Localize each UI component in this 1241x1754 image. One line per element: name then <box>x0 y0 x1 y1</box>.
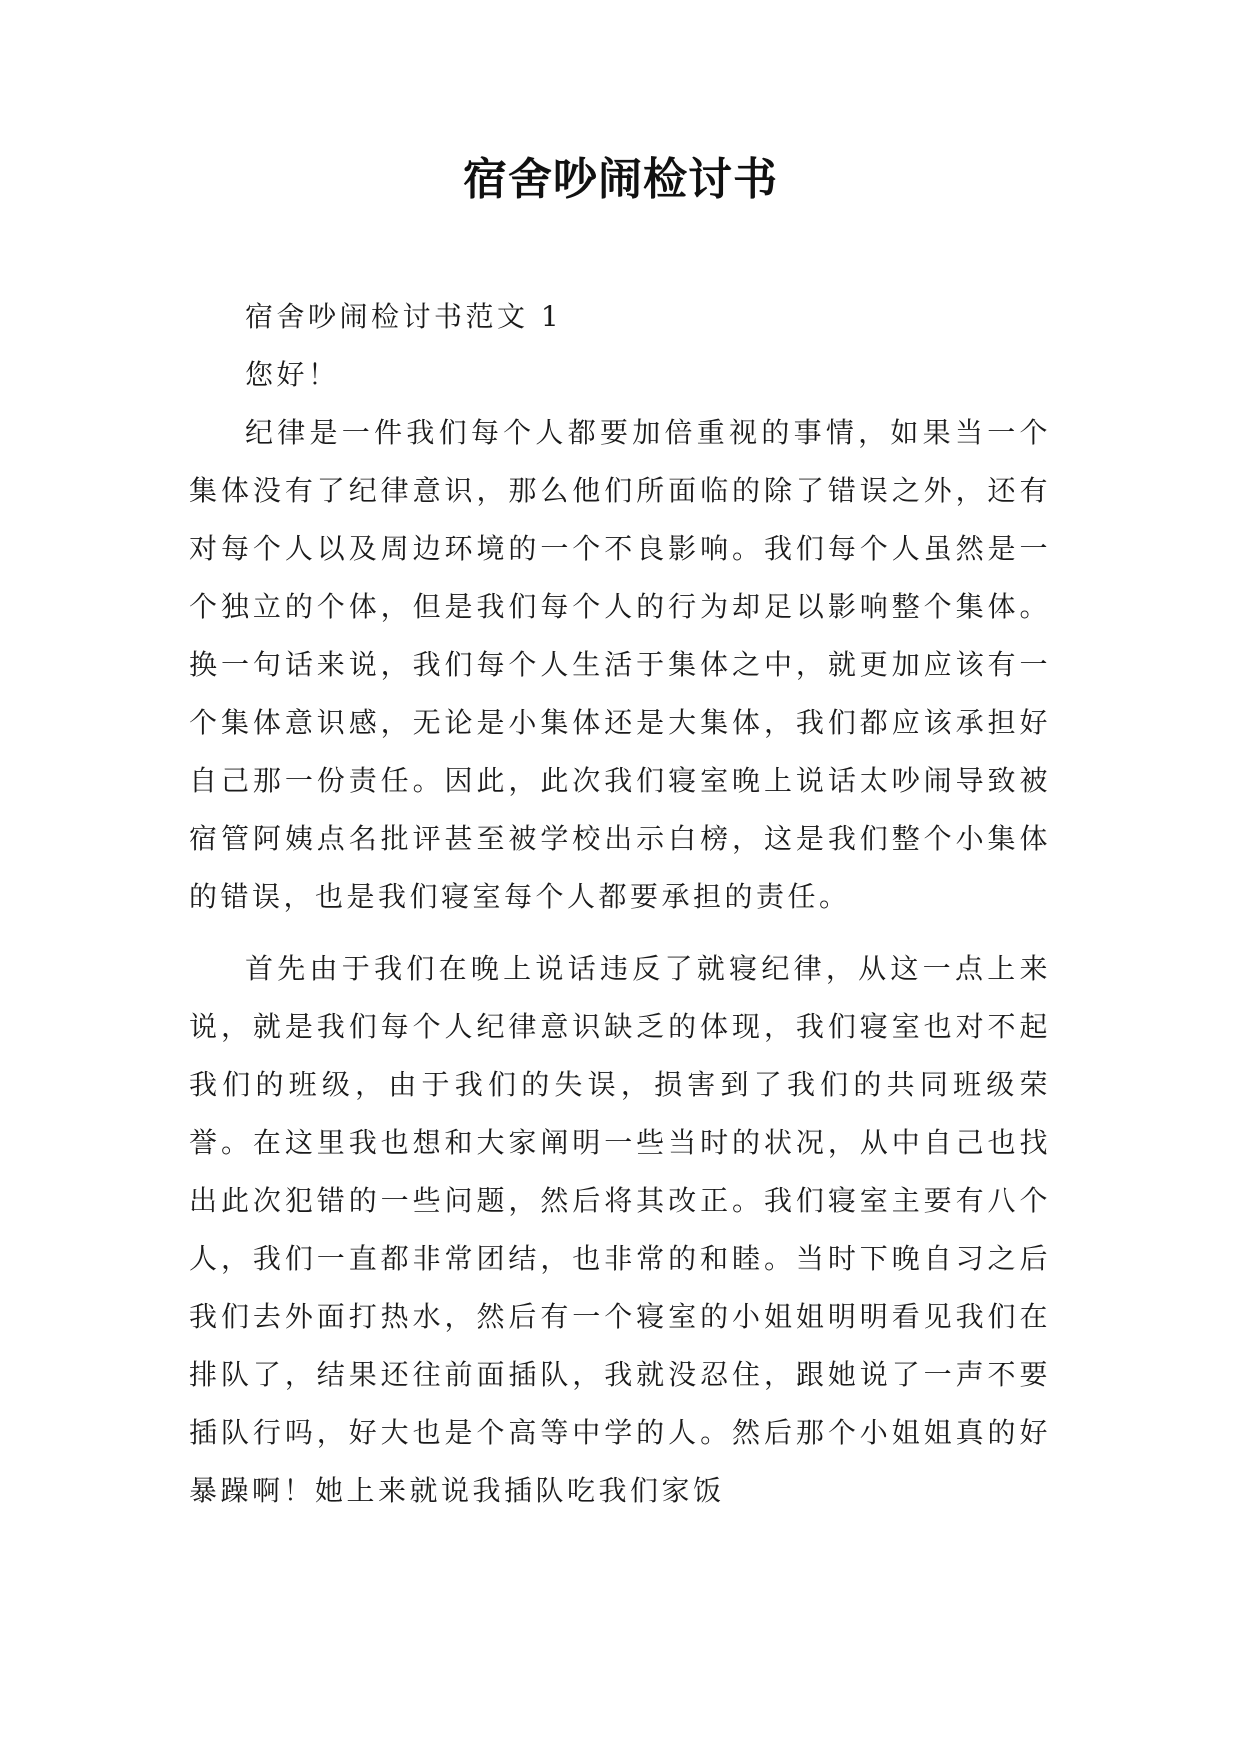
document-subtitle: 宿舍吵闹检讨书范文 1 <box>245 300 563 333</box>
paragraph-1: 纪律是一件我们每个人都要加倍重视的事情，如果当一个集体没有了纪律意识，那么他们所面临的除了错误之外，还有对每个人以及周边环境的一个不良影响。我们每个人虽然是一个独立的个体，但是我们每个人的行为却足以影响整个集体。换一句话来说，我们每个人生活于集体之中，就更加应该有一个集体意识感，无论是小集体还是大集体，我们都应该承担好自己那一份责任。因此，此次我们寝室晚上说话太吵闹导致被宿管阿姨点名批评甚至被学校出示白榜，这是我们整个小集体的错误，也是我们寝室每个人都要承担的责任。 <box>189 416 1051 913</box>
paragraph-2: 首先由于我们在晚上说话违反了就寝纪律，从这一点上来说，就是我们每个人纪律意识缺乏的体现，我们寝室也对不起我们的班级，由于我们的失误，损害到了我们的共同班级荣誉。在这里我也想和大家阐明一些当时的状况，从中自己也找出此次犯错的一些问题，然后将其改正。我们寝室主要有八个人，我们一直都非常团结，也非常的和睦。当时下晚自习之后我们去外面打热水，然后有一个寝室的小姐姐明明看见我们在排队了，结果还往前面插队，我就没忍住，跟她说了一声不要插队行吗，好大也是个高等中学的人。然后那个小姐姐真的好暴躁啊！她上来就说我插队吃我们家饭 <box>189 952 1051 1507</box>
document-body <box>189 288 1051 1520</box>
paragraph-gap <box>189 926 1051 940</box>
greeting-line: 您好！ <box>245 358 340 391</box>
document-title: 宿舍吵闹检讨书 <box>463 154 778 205</box>
